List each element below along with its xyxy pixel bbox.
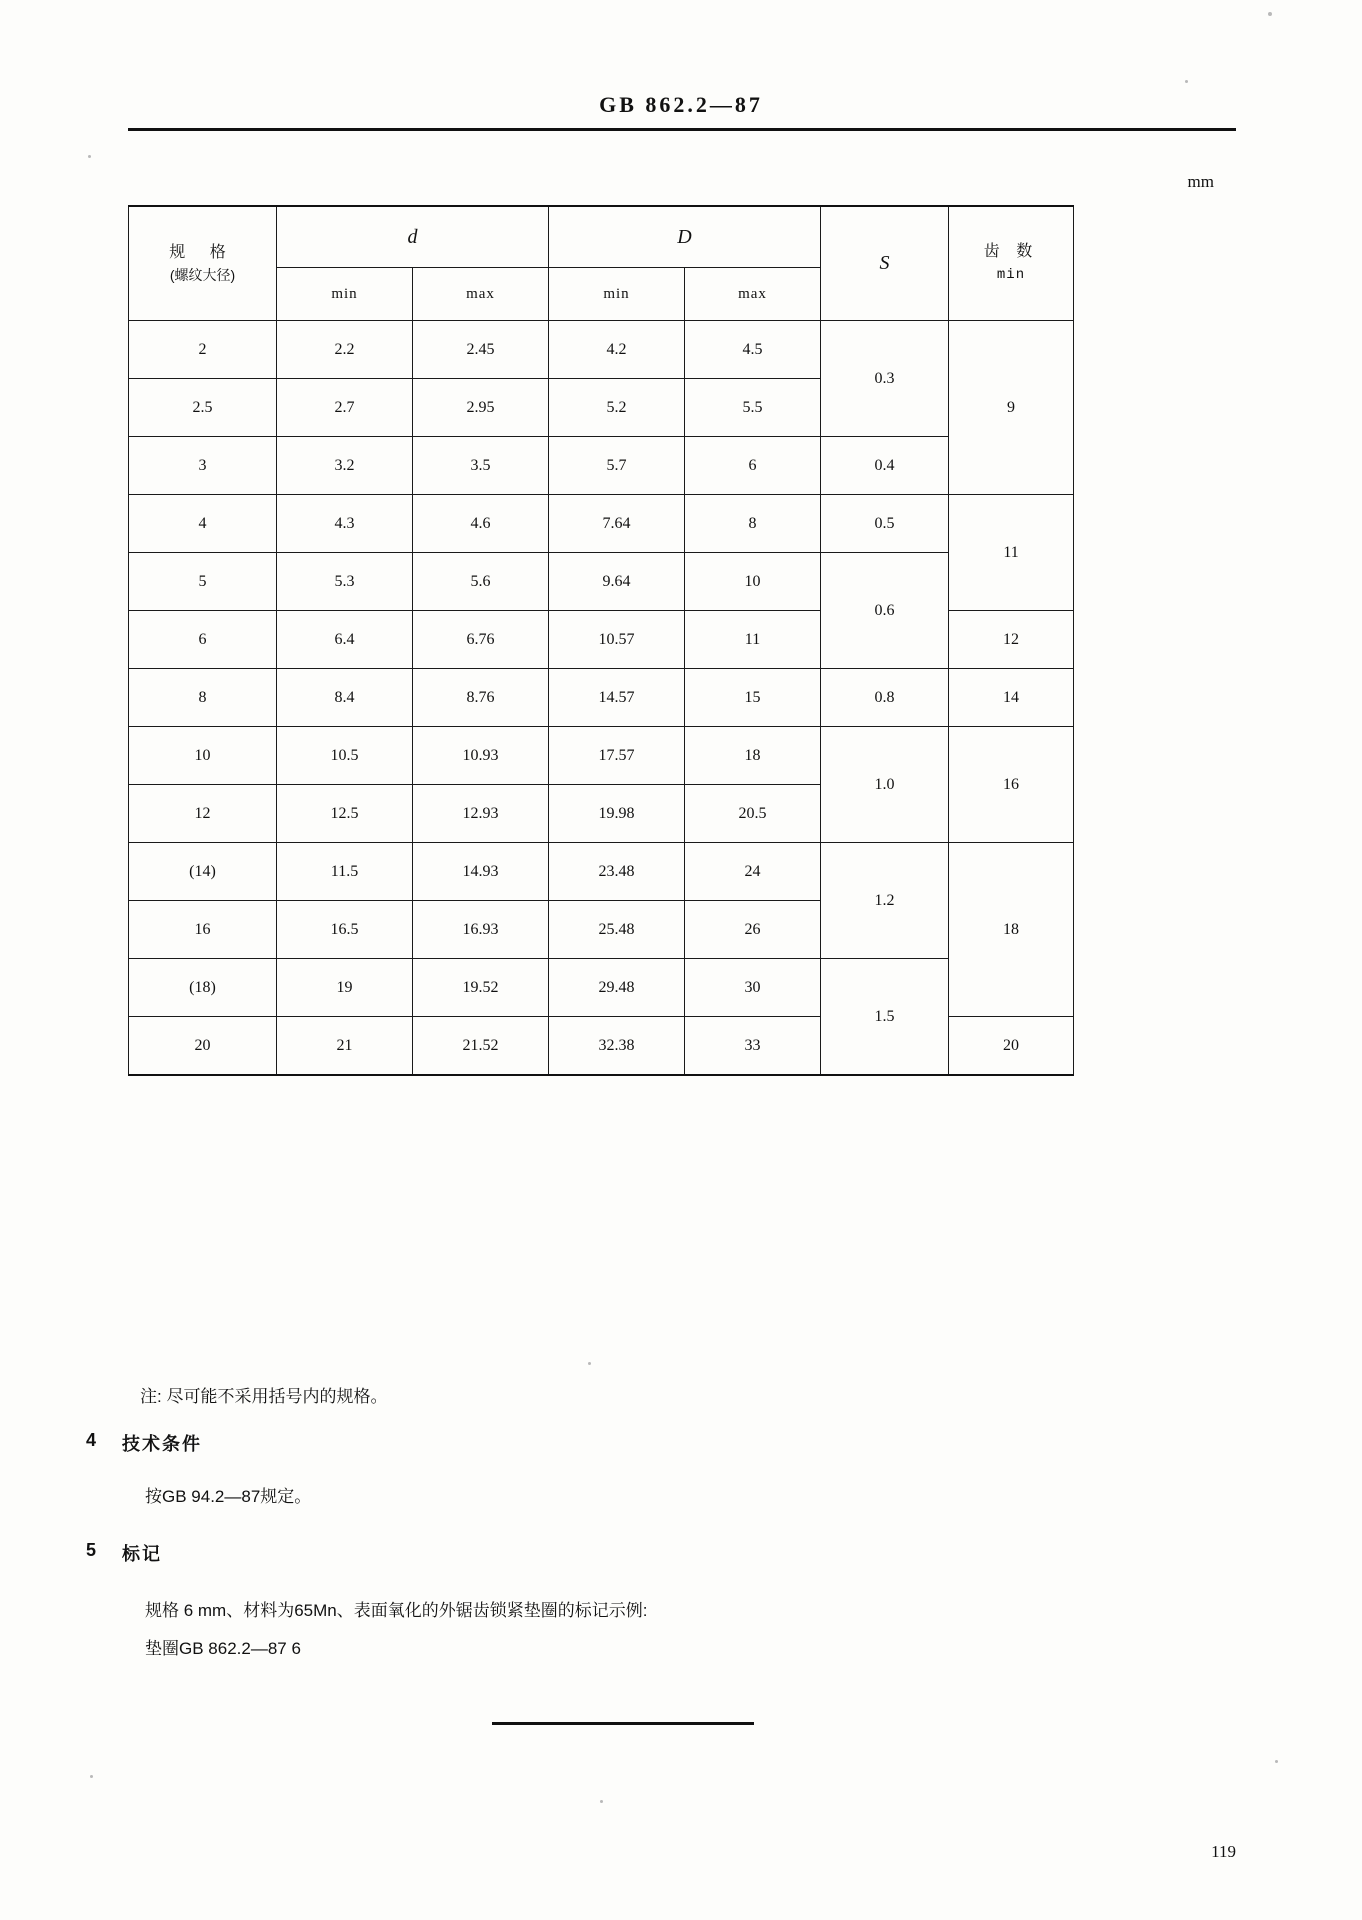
scan-speckle bbox=[600, 1800, 603, 1803]
cell-d-min: 3.2 bbox=[277, 437, 413, 495]
cell-d-min: 10.5 bbox=[277, 727, 413, 785]
cell-d-max: 12.93 bbox=[413, 785, 549, 843]
cell-d-min: 8.4 bbox=[277, 669, 413, 727]
cell-D-min: 5.2 bbox=[549, 379, 685, 437]
col-header-spec bbox=[129, 206, 277, 321]
col-header-S: S bbox=[821, 206, 949, 321]
cell-D-max: 11 bbox=[685, 611, 821, 669]
cell-d-min: 16.5 bbox=[277, 901, 413, 959]
table-row bbox=[129, 843, 1074, 901]
col-header-D-min: min bbox=[549, 268, 685, 321]
col-header-teeth-line1: 齿 数 bbox=[983, 243, 1039, 261]
cell-d-min: 2.2 bbox=[277, 321, 413, 379]
cell-d-max: 14.93 bbox=[413, 843, 549, 901]
col-header-D: D bbox=[549, 206, 821, 268]
cell-teeth: 9 bbox=[949, 321, 1074, 495]
cell-d-min: 12.5 bbox=[277, 785, 413, 843]
cell-D-max: 6 bbox=[685, 437, 821, 495]
cell-D-min: 14.57 bbox=[549, 669, 685, 727]
table-row bbox=[129, 437, 1074, 495]
cell-S: 0.6 bbox=[821, 553, 949, 669]
cell-D-max: 5.5 bbox=[685, 379, 821, 437]
cell-D-min: 25.48 bbox=[549, 901, 685, 959]
section-4-title: 技术条件 bbox=[122, 1434, 202, 1454]
cell-S: 1.2 bbox=[821, 843, 949, 959]
cell-D-max: 24 bbox=[685, 843, 821, 901]
page-title: GB 862.2—87 bbox=[599, 92, 763, 117]
cell-D-max: 15 bbox=[685, 669, 821, 727]
scan-speckle bbox=[1268, 12, 1272, 16]
cell-teeth: 12 bbox=[949, 611, 1074, 669]
cell-D-min: 17.57 bbox=[549, 727, 685, 785]
cell-d-max: 6.76 bbox=[413, 611, 549, 669]
section-4-body: 按GB 94.2—87规定。 bbox=[145, 1487, 312, 1506]
footer-divider bbox=[492, 1722, 754, 1725]
table-row bbox=[129, 553, 1074, 611]
cell-d-max: 21.52 bbox=[413, 1017, 549, 1076]
cell-spec: 16 bbox=[129, 901, 277, 959]
cell-D-min: 7.64 bbox=[549, 495, 685, 553]
cell-spec: 5 bbox=[129, 553, 277, 611]
cell-spec: 2.5 bbox=[129, 379, 277, 437]
header-divider bbox=[128, 128, 1236, 131]
cell-D-min: 4.2 bbox=[549, 321, 685, 379]
unit-label: mm bbox=[1187, 172, 1214, 191]
cell-teeth: 11 bbox=[949, 495, 1074, 611]
cell-d-min: 2.7 bbox=[277, 379, 413, 437]
cell-D-max: 10 bbox=[685, 553, 821, 611]
cell-d-max: 19.52 bbox=[413, 959, 549, 1017]
cell-teeth: 16 bbox=[949, 727, 1074, 843]
table-row bbox=[129, 669, 1074, 727]
page-number: 119 bbox=[1211, 1842, 1236, 1861]
dimension-table bbox=[128, 205, 1074, 1076]
cell-spec: 20 bbox=[129, 1017, 277, 1076]
col-header-teeth bbox=[949, 206, 1074, 321]
cell-d-min: 4.3 bbox=[277, 495, 413, 553]
scan-speckle bbox=[588, 1362, 591, 1365]
cell-spec: (14) bbox=[129, 843, 277, 901]
cell-D-min: 5.7 bbox=[549, 437, 685, 495]
cell-d-max: 2.95 bbox=[413, 379, 549, 437]
cell-D-min: 32.38 bbox=[549, 1017, 685, 1076]
cell-d-max: 4.6 bbox=[413, 495, 549, 553]
cell-D-max: 20.5 bbox=[685, 785, 821, 843]
cell-d-min: 5.3 bbox=[277, 553, 413, 611]
scan-speckle bbox=[1185, 80, 1188, 83]
section-5-number: 5 bbox=[86, 1540, 97, 1560]
cell-teeth: 20 bbox=[949, 1017, 1074, 1076]
cell-S: 0.5 bbox=[821, 495, 949, 553]
scan-speckle bbox=[88, 155, 91, 158]
cell-D-max: 8 bbox=[685, 495, 821, 553]
col-header-d-min: min bbox=[277, 268, 413, 321]
cell-d-max: 3.5 bbox=[413, 437, 549, 495]
table-row bbox=[129, 727, 1074, 785]
cell-D-min: 10.57 bbox=[549, 611, 685, 669]
cell-d-min: 6.4 bbox=[277, 611, 413, 669]
cell-spec: 2 bbox=[129, 321, 277, 379]
cell-D-min: 19.98 bbox=[549, 785, 685, 843]
section-5-body-line2: 垫圈GB 862.2—87 6 bbox=[145, 1639, 301, 1658]
col-header-d: d bbox=[277, 206, 549, 268]
table-header-row-1 bbox=[129, 206, 1074, 268]
cell-S: 0.3 bbox=[821, 321, 949, 437]
table-row bbox=[129, 321, 1074, 379]
cell-spec: 10 bbox=[129, 727, 277, 785]
cell-D-max: 4.5 bbox=[685, 321, 821, 379]
scan-speckle bbox=[90, 1775, 93, 1778]
cell-d-max: 10.93 bbox=[413, 727, 549, 785]
col-header-D-max: max bbox=[685, 268, 821, 321]
cell-spec: 12 bbox=[129, 785, 277, 843]
cell-spec: (18) bbox=[129, 959, 277, 1017]
cell-D-min: 9.64 bbox=[549, 553, 685, 611]
cell-spec: 6 bbox=[129, 611, 277, 669]
scan-speckle bbox=[1275, 1760, 1278, 1763]
table-row bbox=[129, 959, 1074, 1017]
cell-spec: 4 bbox=[129, 495, 277, 553]
cell-d-max: 8.76 bbox=[413, 669, 549, 727]
col-header-d-max: max bbox=[413, 268, 549, 321]
cell-spec: 3 bbox=[129, 437, 277, 495]
table-note: 注: 尽可能不采用括号内的规格。 bbox=[140, 1387, 388, 1406]
col-header-spec-line2: (螺纹大径) bbox=[169, 267, 236, 283]
cell-d-min: 21 bbox=[277, 1017, 413, 1076]
cell-spec: 8 bbox=[129, 669, 277, 727]
cell-teeth: 18 bbox=[949, 843, 1074, 1017]
cell-D-max: 33 bbox=[685, 1017, 821, 1076]
section-4-number: 4 bbox=[86, 1430, 97, 1450]
cell-D-max: 26 bbox=[685, 901, 821, 959]
cell-S: 1.5 bbox=[821, 959, 949, 1076]
cell-d-max: 16.93 bbox=[413, 901, 549, 959]
col-header-spec-line1: 规 格 bbox=[169, 244, 236, 261]
dimension-table-wrapper bbox=[128, 205, 1039, 1076]
cell-d-max: 2.45 bbox=[413, 321, 549, 379]
col-header-teeth-line2: min bbox=[996, 267, 1026, 284]
cell-S: 0.8 bbox=[821, 669, 949, 727]
cell-teeth: 14 bbox=[949, 669, 1074, 727]
section-5-body-line1: 规格 6 mm、材料为65Mn、表面氧化的外锯齿锁紧垫圈的标记示例: bbox=[145, 1601, 648, 1620]
section-5-title: 标记 bbox=[122, 1544, 162, 1564]
cell-d-min: 19 bbox=[277, 959, 413, 1017]
cell-d-min: 11.5 bbox=[277, 843, 413, 901]
cell-D-max: 30 bbox=[685, 959, 821, 1017]
cell-S: 0.4 bbox=[821, 437, 949, 495]
table-row bbox=[129, 495, 1074, 553]
cell-D-min: 23.48 bbox=[549, 843, 685, 901]
cell-D-min: 29.48 bbox=[549, 959, 685, 1017]
cell-d-max: 5.6 bbox=[413, 553, 549, 611]
cell-S: 1.0 bbox=[821, 727, 949, 843]
cell-D-max: 18 bbox=[685, 727, 821, 785]
